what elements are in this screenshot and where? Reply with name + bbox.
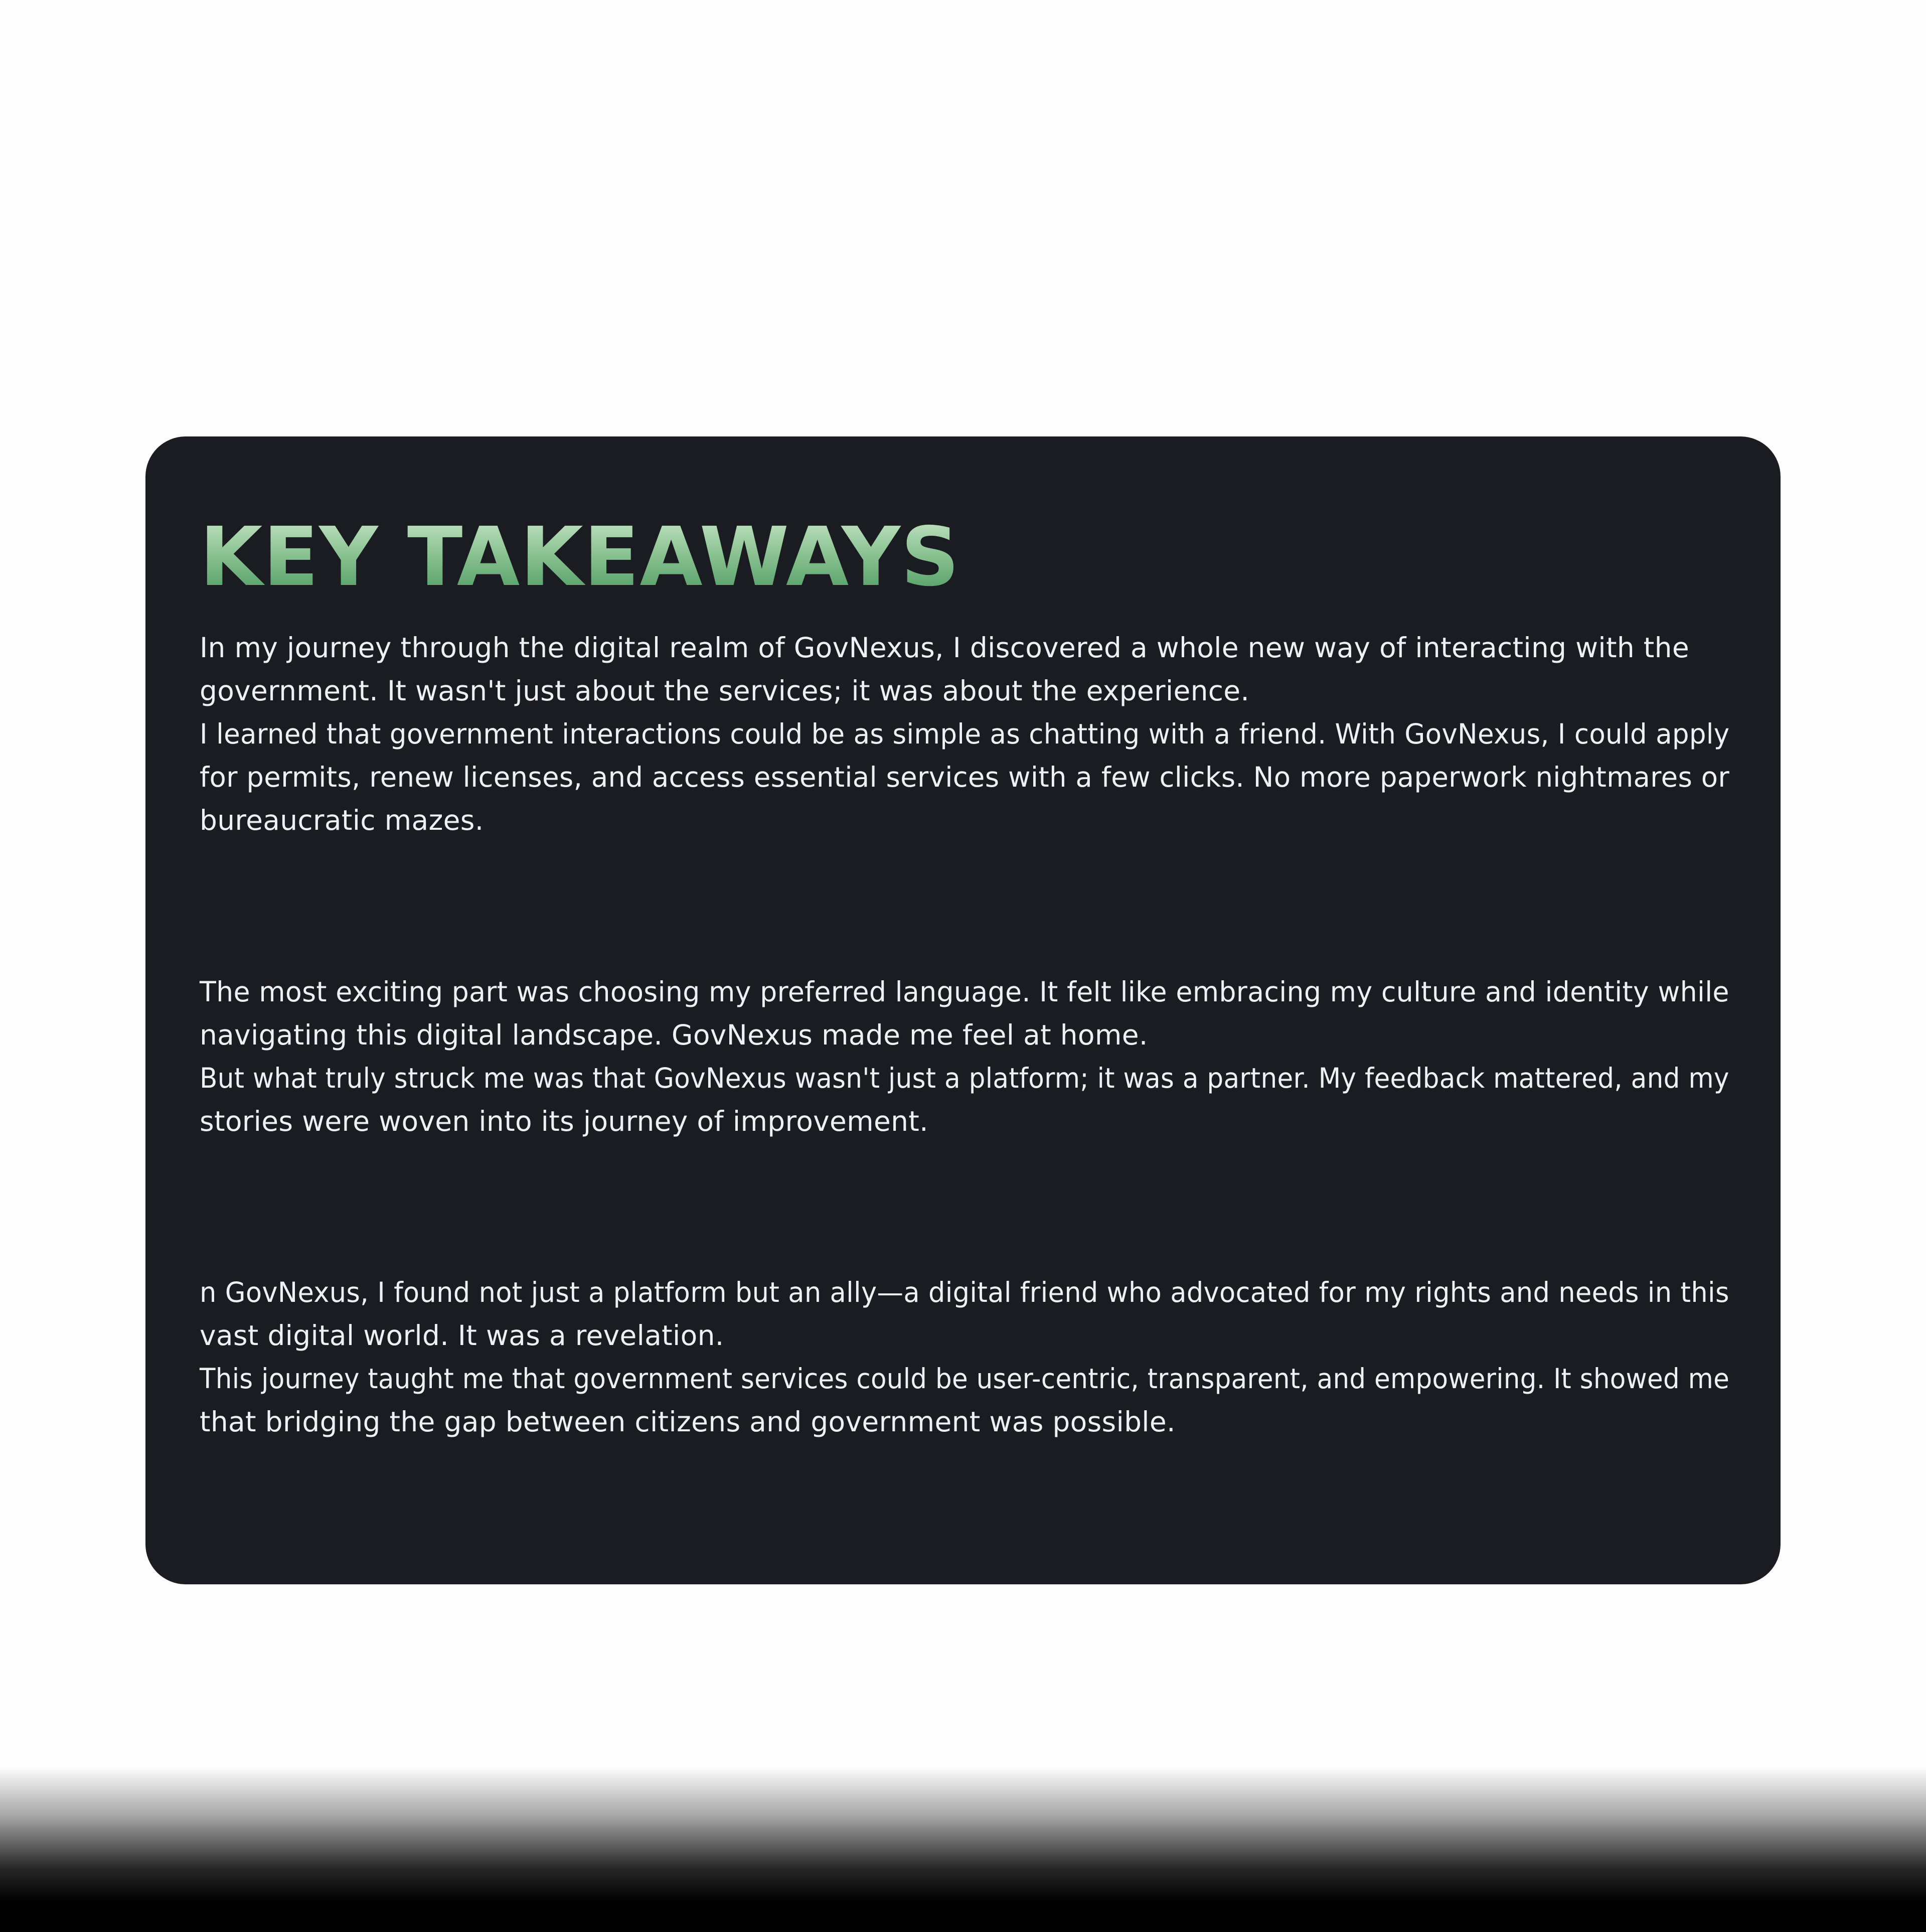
paragraph-line: This journey taught me that government services could be user-centric, transparent, and empowering. It showed me (200, 1363, 1730, 1395)
paragraph-line: n GovNexus, I found not just a platform but an ally—a digital friend who advocated for my rights and needs in this (200, 1276, 1729, 1308)
bottom-shadow-gradient (0, 1766, 1926, 1932)
paragraph-line: stories were woven into its journey of improvement. (200, 1105, 928, 1137)
paragraph-line: for permits, renew licenses, and access essential services with a few clicks. No more paperwork nightmares or (200, 761, 1730, 793)
card-title: KEY TAKEAWAYS (200, 510, 960, 605)
key-takeaways-card (145, 436, 1781, 1584)
takeaway-paragraph-2 (200, 970, 1729, 1143)
paragraph-line: bureaucratic mazes. (200, 804, 484, 836)
paragraph-line: that bridging the gap between citizens and government was possible. (200, 1406, 1176, 1438)
paragraph-line: vast digital world. It was a revelation. (200, 1319, 724, 1352)
paragraph-line: navigating this digital landscape. GovNexus made me feel at home. (200, 1019, 1148, 1051)
paragraph-line: The most exciting part was choosing my preferred language. It felt like embracing my culture and identity while (200, 976, 1729, 1008)
paragraph-line: In my journey through the digital realm of GovNexus, I discovered a whole new way of interacting with the (200, 632, 1689, 664)
takeaway-paragraph-3 (200, 1271, 1729, 1443)
paragraph-line: But what truly struck me was that GovNexus wasn't just a platform; it was a partner. My feedback mattered, and my (200, 1062, 1729, 1094)
paragraph-line: I learned that government interactions could be as simple as chatting with a friend. With GovNexus, I could apply (200, 718, 1730, 750)
takeaway-paragraph-1 (200, 626, 1729, 842)
paragraph-line: government. It wasn't just about the services; it was about the experience. (200, 675, 1250, 707)
